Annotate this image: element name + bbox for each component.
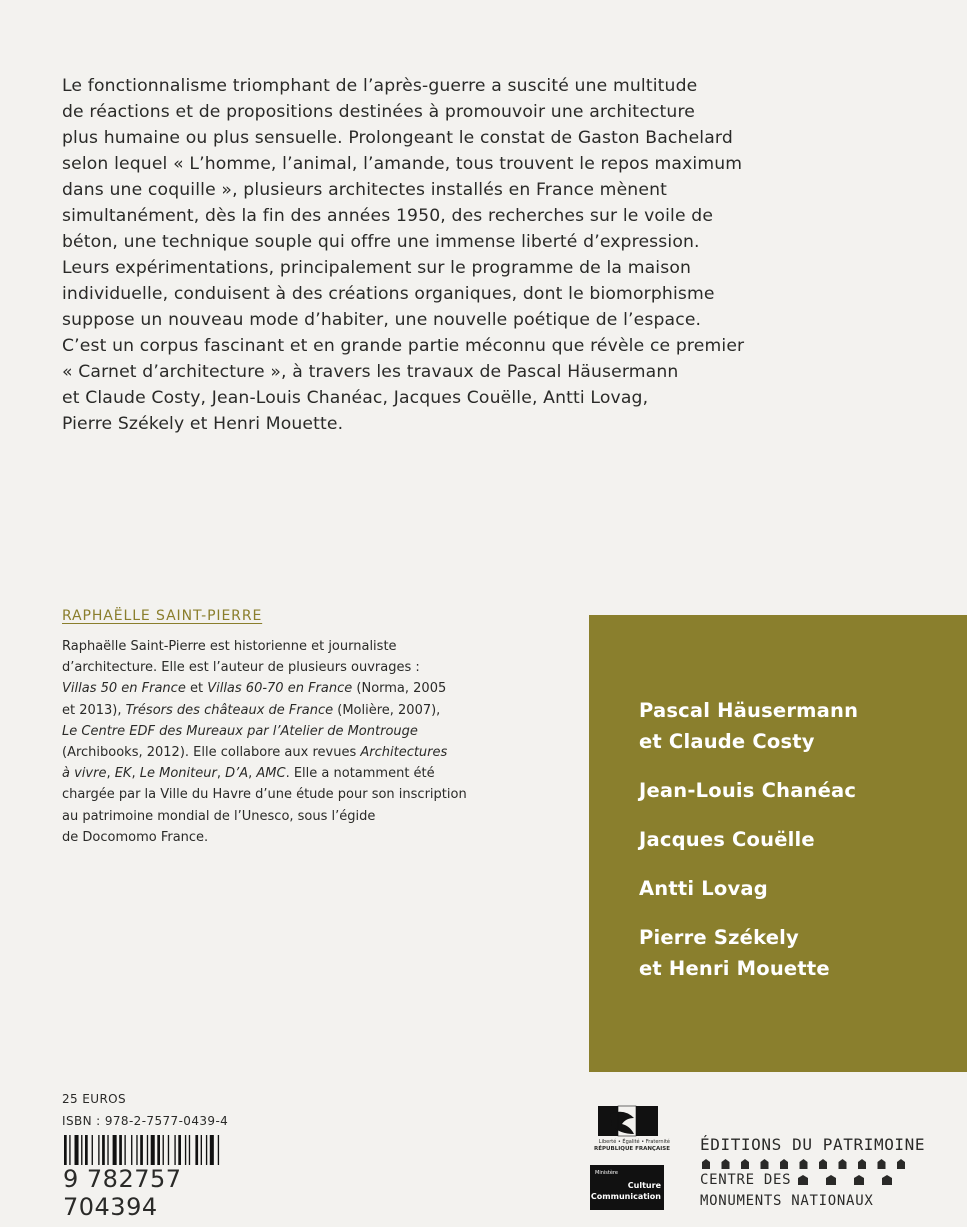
monument-glyph [800, 1159, 808, 1169]
ean-digits-text: 9 782757 704394 [62, 1165, 262, 1221]
blurb-line: « Carnet d’architecture », à travers les travaux de Pascal Häusermann [62, 362, 679, 382]
blurb-line: Le fonctionnalisme triomphant de l’après-guerre a suscité une multitude [62, 76, 698, 96]
bio-text: et [185, 681, 208, 697]
bio-title: à vivre [62, 766, 107, 782]
bio-line [62, 657, 532, 678]
price: 25 EUROS [62, 1092, 127, 1106]
monument-glyph [761, 1159, 769, 1169]
architects-panel [589, 615, 967, 1072]
architect-name: et Claude Costy [639, 730, 815, 753]
rf-name: RÉPUBLIQUE FRANÇAISE [594, 1146, 670, 1152]
bio-line [62, 721, 532, 742]
editions-du-patrimoine-logo: ÉDITIONS DU PATRIMOINE [700, 1135, 926, 1154]
architect-name: et Henri Mouette [639, 957, 830, 980]
bio-line [62, 678, 532, 699]
monument-glyph [702, 1159, 710, 1169]
bio-text: , [131, 766, 140, 782]
bio-text: (Archibooks, 2012). Elle collabore aux revues [62, 745, 361, 761]
bio-text: chargée par la Ville du Havre d’une étude pour son inscription [62, 787, 467, 803]
cmn-line-2: MONUMENTS NATIONAUX [700, 1193, 874, 1209]
monuments-glyph-icon [700, 1158, 915, 1170]
monuments-mark-icon [790, 1175, 930, 1186]
blurb-line: individuelle, conduisent à des créations organiques, dont le biomorphisme [62, 284, 715, 304]
blurb-line: selon lequel « L’homme, l’animal, l’amande, tous trouvent le repos maximum [62, 154, 743, 174]
blurb-line: dans une coquille », plusieurs architectes installés en France mènent [62, 180, 667, 200]
blurb-line: de réactions et de propositions destinées à promouvoir une architecture [62, 102, 696, 122]
bio-text: (Norma, 2005 [352, 681, 447, 697]
bio-line [62, 763, 532, 784]
republique-francaise-text [590, 1139, 670, 1153]
bio-text: de Docomomo France. [62, 829, 209, 845]
bio-text: (Molière, 2007), [333, 702, 441, 718]
monument-mark [854, 1175, 864, 1185]
architect-entry [639, 824, 858, 855]
bio-title: AMC [256, 766, 286, 782]
monument-mark [826, 1175, 836, 1185]
blurb-line: Pierre Székely et Henri Mouette. [62, 414, 344, 434]
architect-names [639, 695, 858, 1002]
ministere-label: Ministère [595, 1170, 618, 1176]
architect-name: Antti Lovag [639, 877, 768, 900]
blurb-line: simultanément, dès la fin des années 1950, des recherches sur le voile de [62, 206, 714, 226]
bio-title: Le Moniteur [139, 766, 217, 782]
cmn-line-1: CENTRE DES [700, 1172, 792, 1188]
blurb-line: plus humaine ou plus sensuelle. Prolongeant le constat de Gaston Bachelard [62, 128, 733, 148]
architect-name: Jean-Louis Chanéac [639, 779, 857, 802]
communication-label: Communication [590, 1192, 661, 1201]
monument-glyph [878, 1159, 886, 1169]
bio-text: , [248, 766, 257, 782]
rf-motto: Liberté • Égalité • Fraternité [598, 1139, 670, 1145]
author-heading: RAPHAËLLE SAINT-PIERRE [62, 608, 263, 624]
monument-mark [798, 1175, 808, 1185]
blurb-line: C’est un corpus fascinant et en grande partie méconnu que révèle ce premier [62, 336, 745, 356]
blurb-line: béton, une technique souple qui offre une immense liberté d’expression. [62, 232, 700, 252]
bio-text: au patrimoine mondial de l’Unesco, sous l’égide [62, 808, 376, 824]
bio-text: , [216, 766, 226, 782]
monument-glyph [722, 1159, 730, 1169]
bio-text: . Elle a notamment été [285, 766, 435, 782]
bio-text: et 2013), [62, 702, 126, 718]
monument-glyph [839, 1159, 847, 1169]
ean-digits [62, 1165, 262, 1221]
architect-name: Jacques Couëlle [639, 828, 815, 851]
back-cover-blurb [62, 73, 802, 437]
monument-glyph [741, 1159, 749, 1169]
bio-line [62, 742, 532, 763]
culture-label: Culture [627, 1181, 661, 1190]
author-bio [62, 636, 532, 848]
bio-title: D’A [225, 766, 249, 782]
bio-title: Le Centre EDF des Mureaux par l’Atelier de Montrouge [62, 723, 418, 739]
architect-name: Pascal Häusermann [639, 699, 859, 722]
blurb-line: Leurs expérimentations, principalement sur le programme de la maison [62, 258, 692, 278]
bio-text: Raphaëlle Saint-Pierre est historienne et journaliste [62, 639, 397, 654]
bio-title: EK [114, 766, 132, 782]
monument-mark [882, 1175, 892, 1185]
architect-entry [639, 775, 858, 806]
bio-text: , [106, 766, 115, 782]
architect-entry [639, 922, 858, 984]
isbn: ISBN : 978-2-7577-0439-4 [62, 1114, 229, 1128]
architect-name: Pierre Székely [639, 926, 799, 949]
monument-glyph [819, 1159, 827, 1169]
monument-glyph [858, 1159, 866, 1169]
bio-line [62, 700, 532, 721]
monument-glyph [897, 1159, 905, 1169]
architect-entry [639, 873, 858, 904]
bio-text: d’architecture. Elle est l’auteur de plusieurs ouvrages : [62, 660, 420, 676]
monument-glyph [780, 1159, 788, 1169]
bio-line [62, 636, 532, 657]
blurb-line: suppose un nouveau mode d’habiter, une nouvelle poétique de l’espace. [62, 310, 702, 330]
bio-line [62, 827, 532, 848]
blurb-line: et Claude Costy, Jean-Louis Chanéac, Jacques Couëlle, Antti Lovag, [62, 388, 649, 408]
bio-line [62, 806, 532, 827]
bio-title: Architectures [360, 745, 448, 761]
bio-title: Villas 50 en France [62, 681, 186, 697]
ministere-culture-logo [590, 1165, 664, 1210]
bio-line [62, 784, 532, 805]
bio-title: Trésors des châteaux de France [125, 702, 334, 718]
bio-title: Villas 60-70 en France [207, 681, 353, 697]
architect-entry [639, 695, 858, 757]
